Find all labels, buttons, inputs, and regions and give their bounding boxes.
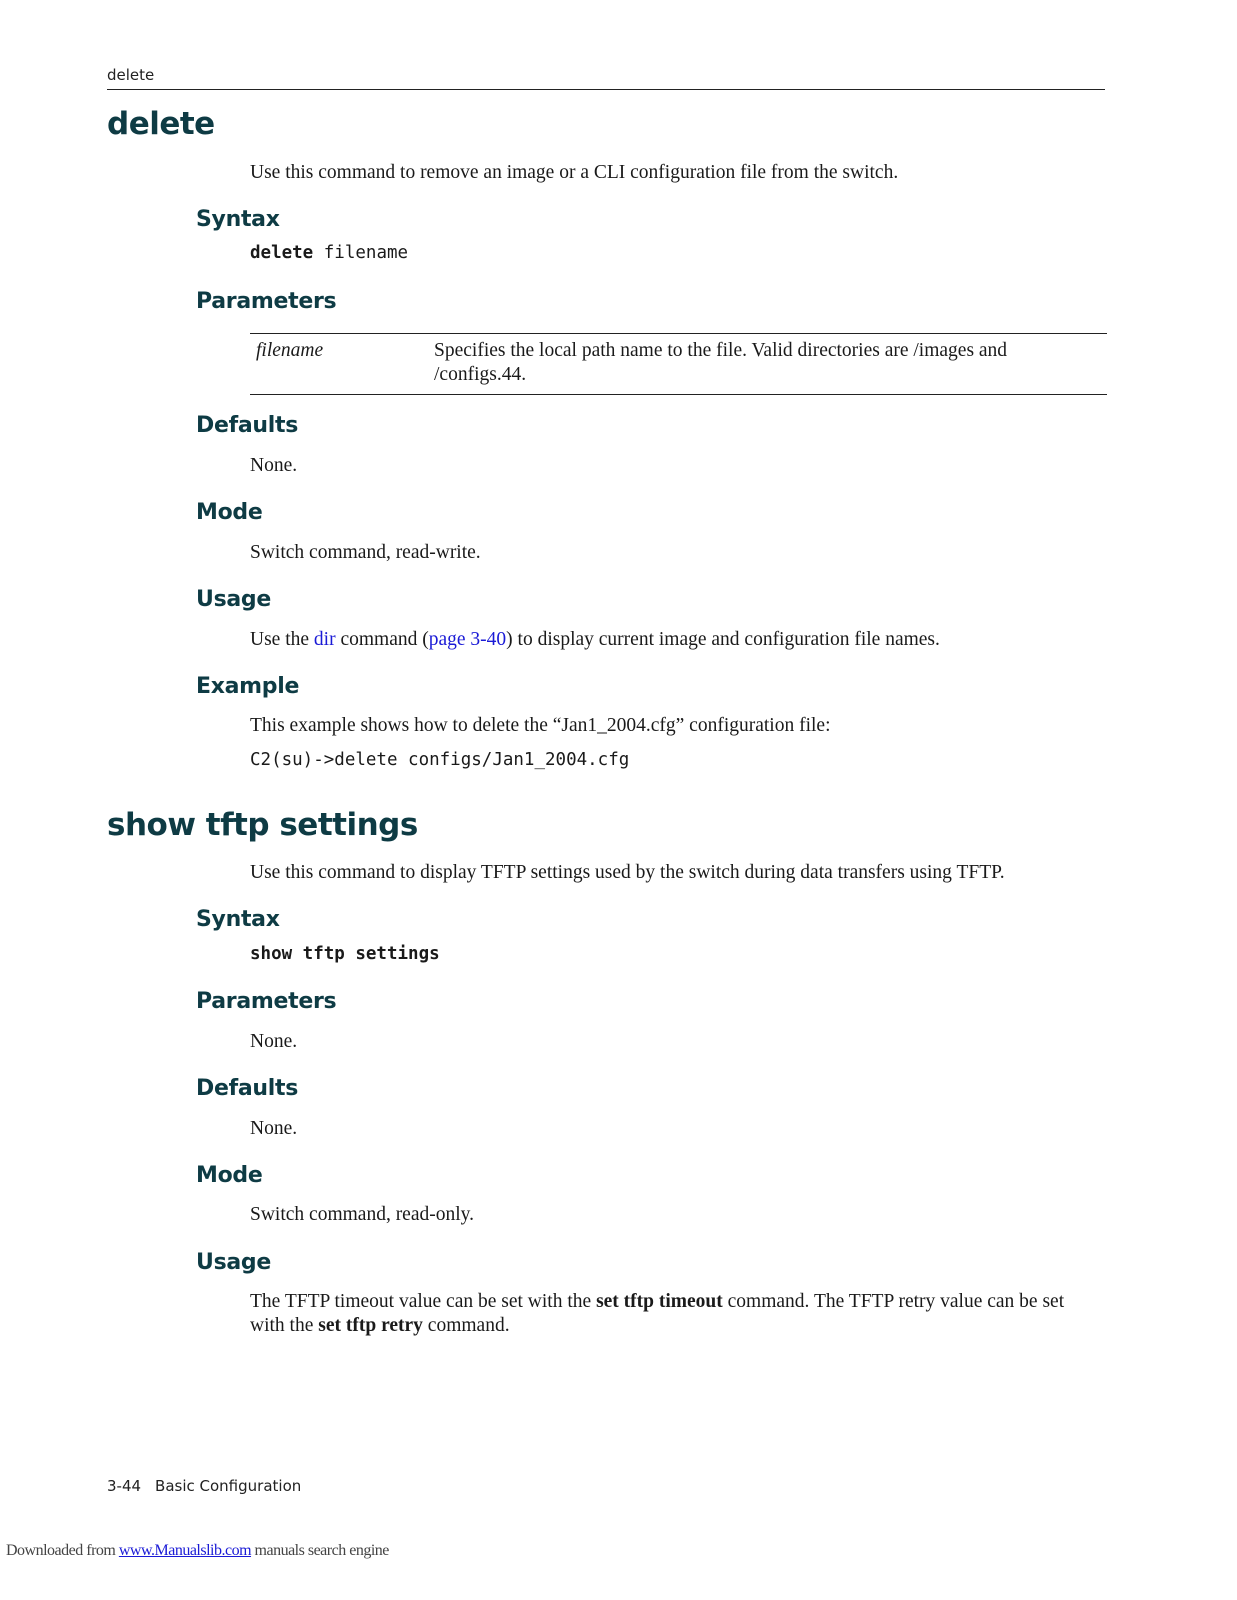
section-title-delete: delete (107, 106, 215, 142)
syntax-argument: filename (323, 243, 409, 263)
parameter-name: filename (256, 340, 324, 361)
delete-usage-text (250, 628, 940, 652)
usage-text-part: Use the (250, 629, 314, 650)
delete-intro: Use this command to remove an image or a CLI configuration file from the switch. (250, 162, 899, 183)
tftp-usage-text (250, 1290, 1100, 1338)
delete-parameters-heading: Parameters (196, 289, 337, 314)
command-name: set tftp retry (318, 1315, 423, 1336)
section-title-show-tftp-settings: show tftp settings (107, 807, 418, 843)
tftp-defaults-text: None. (250, 1118, 298, 1139)
usage-text-part: command. (422, 1315, 510, 1336)
table-row (250, 334, 1107, 395)
download-text: Downloaded from (6, 1542, 119, 1559)
tftp-mode-text: Switch command, read-only. (250, 1204, 475, 1225)
page-footer (107, 1477, 301, 1495)
delete-example-code: C2(su)->delete configs/Jan1_2004.cfg (250, 750, 630, 770)
command-name: set tftp timeout (596, 1291, 723, 1312)
page-reference-link[interactable]: page 3-40 (428, 629, 507, 650)
delete-mode-text: Switch command, read-write. (250, 542, 481, 563)
usage-text-part: command. The TFTP retry value can be set with the (250, 1291, 1065, 1336)
tftp-parameters-text: None. (250, 1031, 298, 1052)
manualslib-link[interactable]: www.Manualslib.com (118, 1542, 252, 1559)
parameters-table (250, 333, 1107, 395)
tftp-syntax-heading: Syntax (196, 907, 280, 932)
usage-text-part: command ( (335, 629, 429, 650)
delete-defaults-text: None. (250, 455, 298, 476)
delete-syntax-heading: Syntax (196, 207, 280, 232)
delete-example-text: This example shows how to delete the “Jan1_2004.cfg” configuration file: (250, 715, 831, 736)
header-rule (107, 89, 1105, 90)
page-number: 3-44 (107, 1477, 142, 1495)
usage-text-part: ) to display current image and configuration file names. (506, 629, 940, 650)
tftp-mode-heading: Mode (196, 1163, 263, 1188)
tftp-usage-heading: Usage (196, 1250, 271, 1275)
running-head: delete (107, 66, 155, 84)
download-banner (6, 1542, 389, 1560)
delete-defaults-heading: Defaults (196, 413, 299, 438)
tftp-defaults-heading: Defaults (196, 1076, 299, 1101)
syntax-command: delete (250, 243, 314, 263)
tftp-parameters-heading: Parameters (196, 989, 337, 1014)
delete-usage-heading: Usage (196, 587, 271, 612)
parameter-description: Specifies the local path name to the file. Valid directories are /images and /configs.44. (434, 340, 1008, 385)
delete-syntax (250, 243, 408, 263)
dir-command-link[interactable]: dir (313, 629, 336, 650)
usage-text-part: The TFTP timeout value can be set with the (250, 1291, 597, 1312)
delete-example-heading: Example (196, 674, 300, 699)
chapter-name: Basic Configuration (155, 1477, 302, 1495)
download-text: manuals search engine (251, 1542, 389, 1559)
tftp-syntax-command: show tftp settings (250, 944, 440, 964)
tftp-intro: Use this command to display TFTP settings used by the switch during data transfers using TFTP. (250, 862, 1005, 883)
delete-mode-heading: Mode (196, 500, 263, 525)
